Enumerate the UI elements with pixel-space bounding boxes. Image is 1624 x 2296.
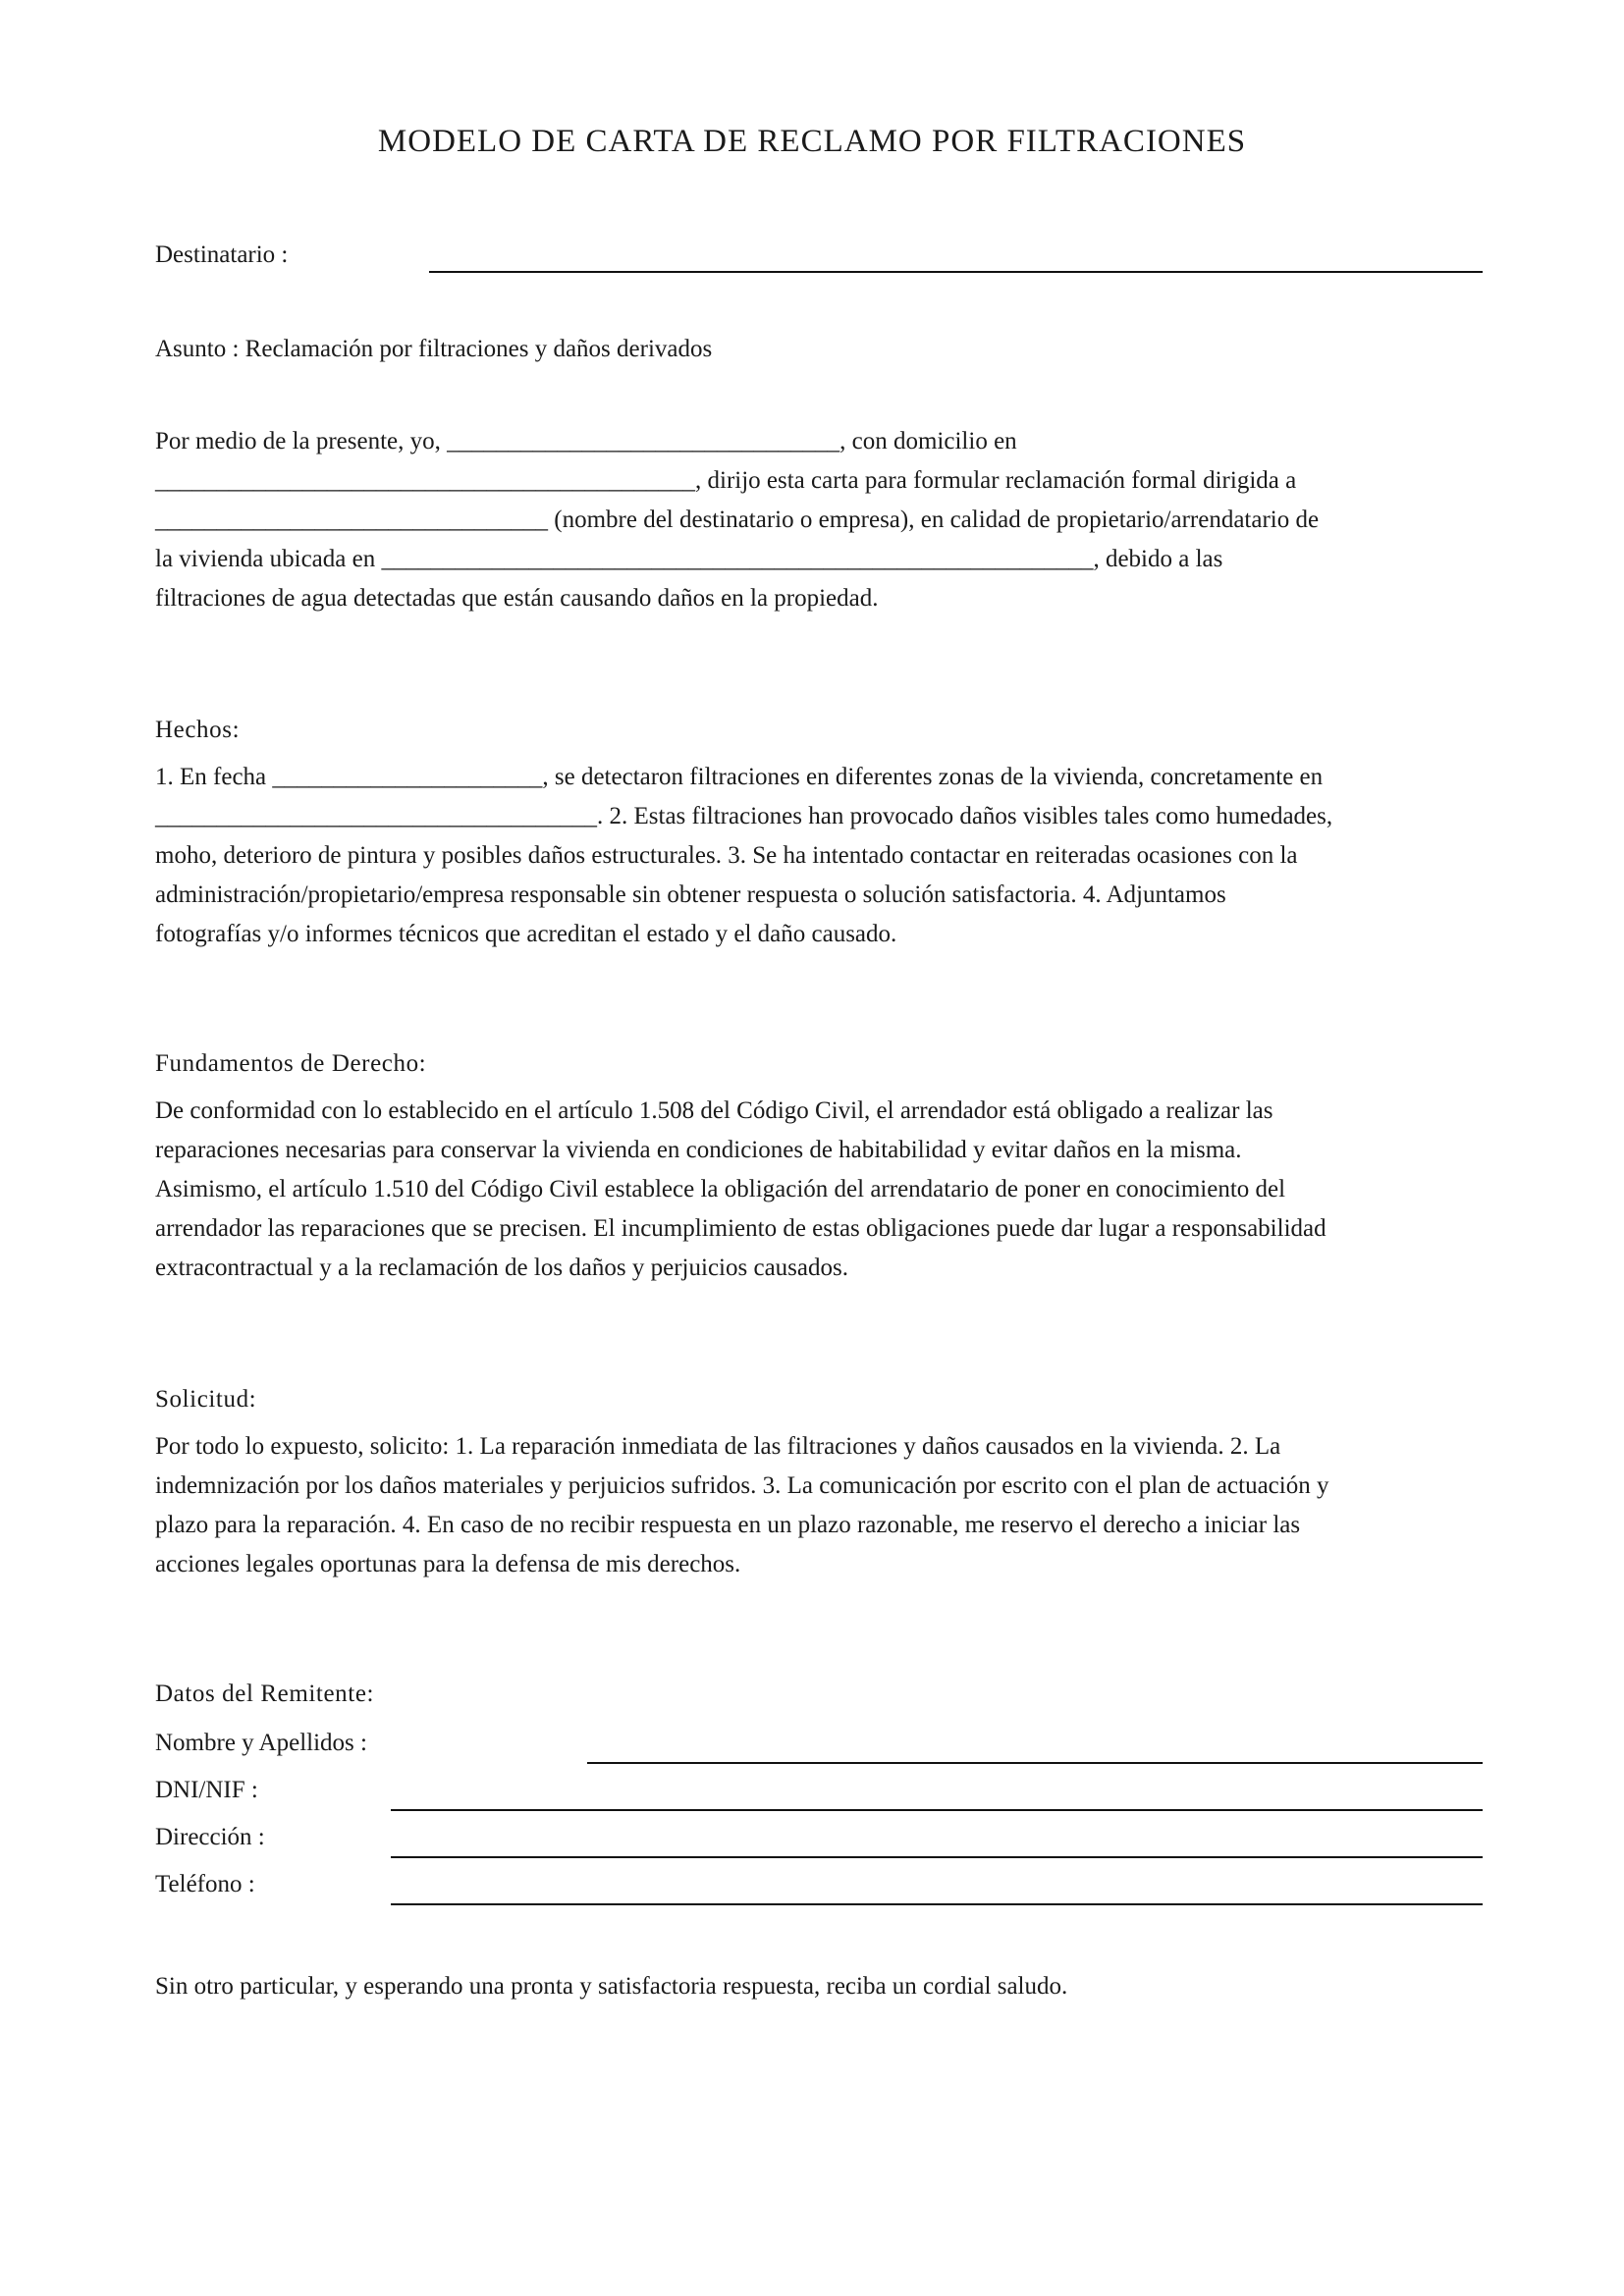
destinatario-label: Destinatario : (155, 241, 289, 268)
dni-label: DNI/NIF : (155, 1777, 258, 1803)
nombre-field-line[interactable] (587, 1762, 1483, 1764)
intro-line: ____________________________________________, dirijo esta carta para formular reclamación formal dirigida a (155, 467, 1297, 494)
hechos-line: ____________________________________. 2. Estas filtraciones han provocado daños visibles tales como humedades, (155, 803, 1333, 829)
closing-line: Sin otro particular, y esperando una pronta y satisfactoria respuesta, reciba un cordial saludo. (155, 1973, 1068, 2000)
solicitud-line: Por todo lo expuesto, solicito: 1. La reparación inmediata de las filtraciones y daños causados en la vivienda. 2. La (155, 1433, 1281, 1460)
hechos-paragraph (155, 758, 1481, 954)
telefono-label: Teléfono : (155, 1871, 255, 1897)
remitente-heading: Datos del Remitente: (155, 1681, 375, 1707)
intro-paragraph (155, 422, 1481, 618)
intro-line: filtraciones de agua detectadas que están causando daños en la propiedad. (155, 585, 879, 612)
fundamentos-line: De conformidad con lo establecido en el artículo 1.508 del Código Civil, el arrendador está obligado a realizar las (155, 1097, 1273, 1124)
direccion-field-line[interactable] (391, 1856, 1483, 1858)
hechos-heading: Hechos: (155, 717, 241, 743)
asunto-line: Asunto : Reclamación por filtraciones y daños derivados (155, 336, 713, 362)
intro-line: la vivienda ubicada en __________________________________________________________, debido a las (155, 546, 1223, 572)
solicitud-line: acciones legales oportunas para la defensa de mis derechos. (155, 1551, 741, 1577)
telefono-field-line[interactable] (391, 1903, 1483, 1905)
hechos-line: 1. En fecha ______________________, se detectaron filtraciones en diferentes zonas de la vivienda, concretamente en (155, 764, 1324, 790)
fundamentos-heading: Fundamentos de Derecho: (155, 1050, 427, 1077)
nombre-label: Nombre y Apellidos : (155, 1730, 367, 1756)
fundamentos-line: reparaciones necesarias para conservar la vivienda en condiciones de habitabilidad y evitar daños en la misma. (155, 1137, 1242, 1163)
hechos-line: moho, deterioro de pintura y posibles daños estructurales. 3. Se ha intentado contactar en reiteradas ocasiones con la (155, 842, 1298, 869)
solicitud-line: indemnización por los daños materiales y perjuicios sufridos. 3. La comunicación por escrito con el plan de actuación y (155, 1472, 1329, 1499)
solicitud-heading: Solicitud: (155, 1386, 257, 1413)
fundamentos-line: extracontractual y a la reclamación de los daños y perjuicios causados. (155, 1255, 848, 1281)
solicitud-line: plazo para la reparación. 4. En caso de no recibir respuesta en un plazo razonable, me reservo el derecho a iniciar las (155, 1512, 1301, 1538)
fundamentos-line: Asimismo, el artículo 1.510 del Código Civil establece la obligación del arrendatario de poner en conocimiento del (155, 1176, 1286, 1202)
dni-field-line[interactable] (391, 1809, 1483, 1811)
intro-line: Por medio de la presente, yo, ________________________________, con domicilio en (155, 428, 1017, 454)
fundamentos-paragraph (155, 1092, 1481, 1288)
intro-line: ________________________________ (nombre del destinatario o empresa), en calidad de propietario/arrendatario de (155, 507, 1320, 533)
page-title: MODELO DE CARTA DE RECLAMO POR FILTRACIONES (377, 124, 1247, 159)
direccion-label: Dirección : (155, 1824, 265, 1850)
hechos-line: fotografías y/o informes técnicos que acreditan el estado y el daño causado. (155, 921, 897, 947)
solicitud-paragraph (155, 1427, 1481, 1584)
hechos-line: administración/propietario/empresa responsable sin obtener respuesta o solución satisfactoria. 4. Adjuntamos (155, 881, 1226, 908)
fundamentos-line: arrendador las reparaciones que se precisen. El incumplimiento de estas obligaciones puede dar lugar a responsabilidad (155, 1215, 1326, 1242)
destinatario-line[interactable] (429, 271, 1483, 273)
